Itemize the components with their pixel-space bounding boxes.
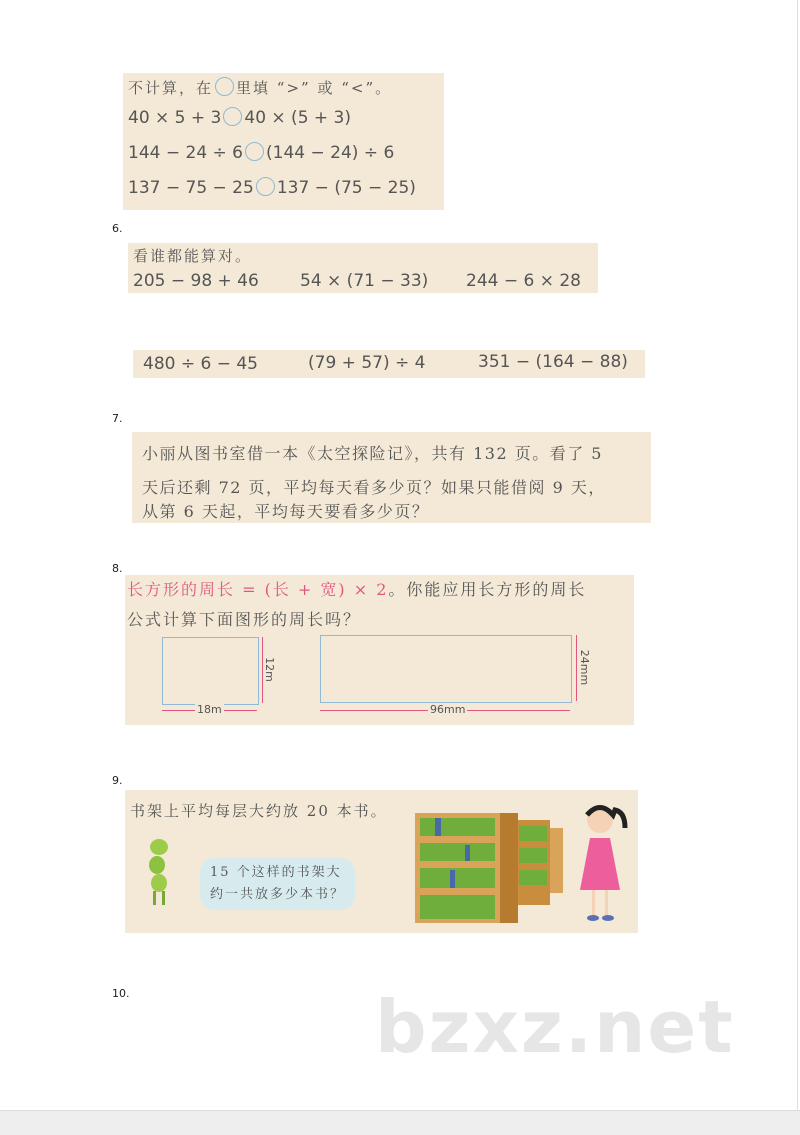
expr-left: 137 − 75 − 25	[128, 178, 254, 198]
q5-row	[128, 177, 416, 198]
width-label: 96mm	[430, 703, 466, 716]
question-number: 10.	[112, 987, 130, 1000]
expression: 351 − (164 − 88)	[478, 352, 628, 372]
q6-panel-2	[133, 350, 645, 378]
q8-text	[127, 577, 586, 600]
rectangle-2	[320, 635, 572, 703]
answer-circle[interactable]	[256, 177, 275, 196]
page-edge	[797, 0, 798, 1110]
bubble-text: 约一共放多少本书？	[210, 887, 346, 902]
height-arrow	[576, 635, 577, 701]
q6-instruction: 看谁都能算对。	[133, 247, 253, 265]
expression: (79 + 57) ÷ 4	[308, 353, 426, 373]
height-label: 12m	[262, 657, 276, 682]
expr-left: 144 − 24 ÷ 6	[128, 143, 243, 163]
expr-right: 137 − (75 − 25)	[276, 178, 416, 198]
answer-circle[interactable]	[223, 107, 242, 126]
page-footer-bar	[0, 1110, 800, 1135]
q8-text: 公式计算下面图形的周长吗？	[127, 610, 362, 629]
expression: 244 − 6 × 28	[466, 271, 581, 291]
rectangle-1	[162, 637, 259, 705]
height-label: 24mm	[578, 649, 592, 686]
question-number: 7.	[112, 412, 123, 425]
problem-text: 从第 6 天起，平均每天要看多少页？	[142, 502, 430, 521]
q7-panel	[132, 432, 651, 523]
q5-row	[128, 142, 394, 163]
speech-bubble	[200, 858, 355, 910]
instruction-text: 里填 “>” 或 “<”。	[236, 79, 393, 97]
expression: 480 ÷ 6 − 45	[143, 354, 258, 374]
q9-panel	[125, 790, 638, 933]
expr-right: 40 × (5 + 3)	[244, 108, 352, 128]
bubble-text: 15 个这样的书架大	[210, 865, 342, 880]
text: 。你能应用长方形的周长	[388, 580, 587, 599]
question-number: 6.	[112, 222, 123, 235]
q9-text: 书架上平均每层大约放 20 本书。	[130, 802, 388, 820]
answer-circle[interactable]	[245, 142, 264, 161]
watermark: bzxz.net	[375, 985, 735, 1069]
problem-text: 小丽从图书室借一本《太空探险记》，共有 132 页。看了 5	[142, 444, 603, 463]
question-number: 9.	[112, 774, 123, 787]
width-label: 18m	[197, 703, 222, 716]
q5-instruction	[128, 77, 392, 98]
q5-row	[128, 107, 351, 128]
q8-panel	[125, 575, 634, 725]
expr-right: (144 − 24) ÷ 6	[266, 143, 395, 163]
circle-icon	[215, 77, 234, 96]
expression: 205 − 98 + 46	[133, 271, 259, 291]
bookshelf-illustration	[415, 808, 565, 928]
perimeter-formula: 长方形的周长 = (长 + 宽) × 2	[127, 580, 389, 599]
expr-left: 40 × 5 + 3	[128, 108, 222, 128]
question-number: 8.	[112, 562, 123, 575]
q5-panel	[123, 73, 444, 210]
problem-text: 天后还剩 72 页，平均每天看多少页？如果只能借阅 9 天，	[142, 478, 606, 497]
expression: 54 × (71 − 33)	[300, 271, 429, 291]
q6-panel	[128, 243, 598, 293]
girl-illustration	[565, 800, 635, 930]
caterpillar-icon	[137, 835, 182, 910]
instruction-text: 不计算，在	[128, 79, 214, 97]
